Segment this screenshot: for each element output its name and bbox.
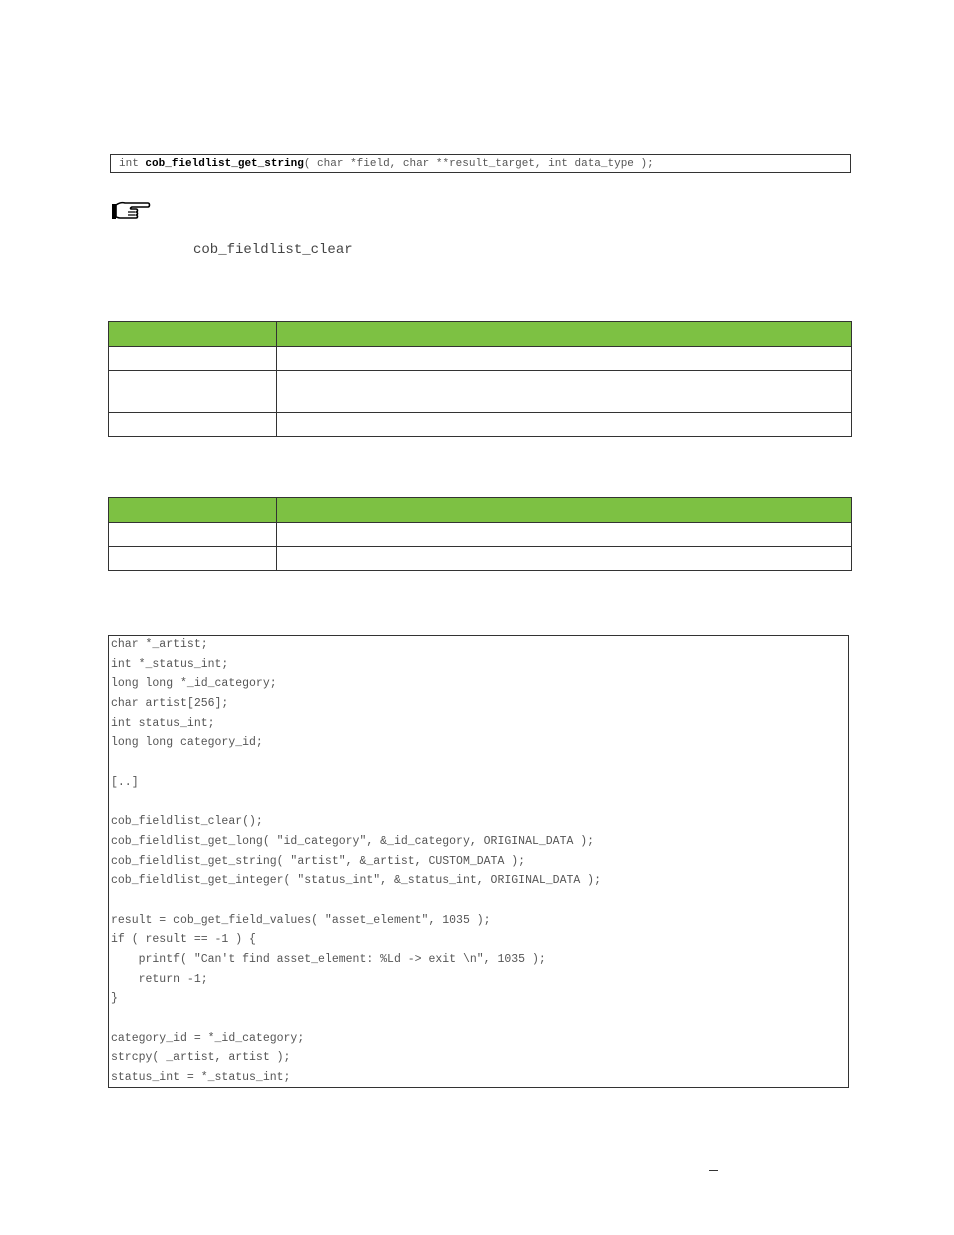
code-line: long long category_id;	[111, 736, 263, 750]
signature-function-name: cob_fieldlist_get_string	[145, 158, 304, 170]
parameters-header-cell-description	[277, 322, 852, 347]
code-line: int *_status_int;	[111, 657, 229, 671]
signature-return-type: int	[119, 158, 139, 170]
signature-params: ( char *field, char **result_target, int data_type );	[303, 158, 654, 170]
code-line: cob_fieldlist_get_integer( "status_int", &_status_int, ORIGINAL_DATA );	[111, 874, 601, 888]
page-footer-mark	[709, 1170, 718, 1171]
table-row	[109, 371, 852, 413]
code-line: char *_artist;	[111, 638, 208, 651]
table-row	[109, 523, 852, 547]
table-cell	[109, 371, 277, 413]
return-header-cell-value	[109, 498, 277, 523]
table-row	[109, 413, 852, 437]
table-cell	[277, 413, 852, 437]
function-signature	[110, 154, 851, 173]
code-line	[111, 793, 848, 813]
code-line: category_id = *_id_category;	[111, 1031, 305, 1045]
table-cell	[277, 371, 852, 413]
code-line: result = cob_get_field_values( "asset_element", 1035 );	[111, 913, 491, 927]
table-cell	[277, 547, 852, 571]
table-cell	[277, 347, 852, 371]
code-line: int status_int;	[111, 716, 215, 730]
return-values-table-header	[109, 498, 852, 523]
table-cell	[109, 547, 277, 571]
code-line	[111, 1009, 848, 1029]
code-line: if ( result == -1 ) {	[111, 933, 256, 947]
table-cell	[109, 413, 277, 437]
parameters-table	[108, 321, 852, 437]
code-line: return -1;	[111, 972, 208, 986]
code-line: status_int = *_status_int;	[111, 1071, 291, 1085]
code-example	[108, 635, 849, 1088]
code-line: strcpy( _artist, artist );	[111, 1051, 291, 1065]
code-line	[111, 891, 848, 911]
parameters-table-header	[109, 322, 852, 347]
table-cell	[277, 523, 852, 547]
code-line: char artist[256];	[111, 697, 229, 711]
code-line: }	[111, 992, 118, 1006]
table-row	[109, 547, 852, 571]
return-header-cell-description	[277, 498, 852, 523]
pointing-hand-icon	[110, 200, 152, 222]
return-values-table	[108, 497, 852, 571]
code-line: cob_fieldlist_clear();	[111, 815, 263, 829]
parameters-header-cell-name	[109, 322, 277, 347]
code-line	[111, 753, 848, 773]
table-cell	[109, 347, 277, 371]
code-line: cob_fieldlist_get_long( "id_category", &_id_category, ORIGINAL_DATA );	[111, 834, 595, 848]
code-line: [..]	[111, 775, 139, 789]
note-function-reference: cob_fieldlist_clear	[193, 242, 353, 258]
code-line: printf( "Can't find asset_element: %Ld -> exit \n", 1035 );	[111, 953, 546, 966]
code-line: long long *_id_category;	[111, 677, 277, 691]
table-row	[109, 347, 852, 371]
table-cell	[109, 523, 277, 547]
code-line: cob_fieldlist_get_string( "artist", &_artist, CUSTOM_DATA );	[111, 854, 526, 868]
